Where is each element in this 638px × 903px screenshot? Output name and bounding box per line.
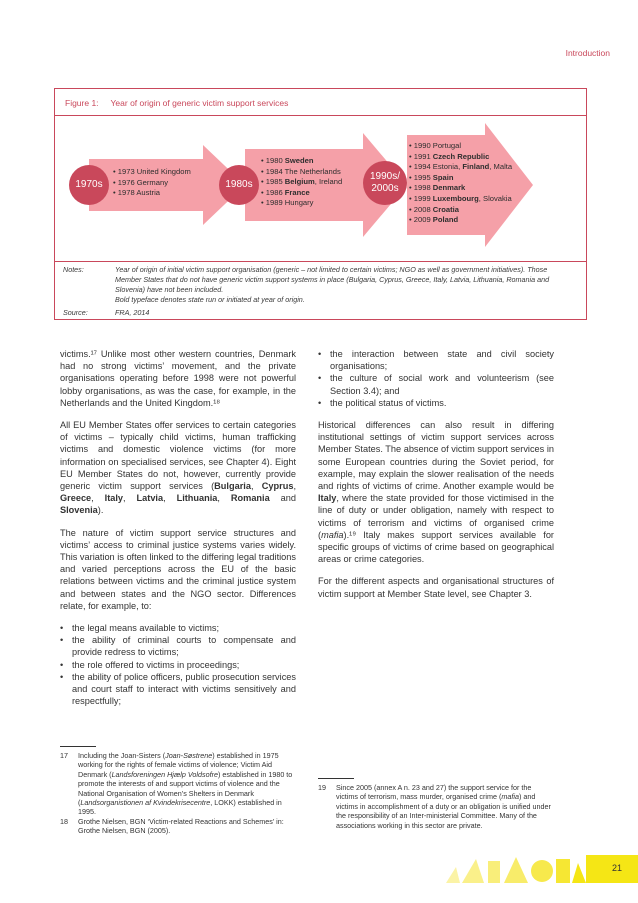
notes-text: Year of origin of initial victim support organisation (generic – not limited to certain victims; NGO as well as government initiatives). Those Member States that do not have generic victim support systems in place (Bulgaria, Cyprus, Greece, Italy, Latvia, Lithuania, Romania and Slovenia) have not been included. [115, 265, 550, 294]
list-item: • 1978 Austria [113, 188, 160, 198]
list-item: • 1976 Germany [113, 177, 168, 187]
paragraph: Historical differences can also result in differing institutional settings of victim support services across Member States. The absence of victim support services in some European countries during the Soviet period, for example, may explain the slower realisation of the needs and rights of victims of crime. Another example would be Italy, where the state provided for those victimised in the line of duty or under obligation, namely with respect to victims of terrorism and victims of organised crime (mafia).¹⁹ Italy makes support services available for specific groups of victims of crime based on geographical areas or crime categories. [318, 420, 554, 565]
footnote-19 [318, 783, 554, 830]
running-header: Introduction [565, 48, 610, 58]
footnotes-left [60, 751, 296, 836]
list-item: • 1994 Estonia, Finland, Malta [409, 162, 513, 172]
footnote-text: Since 2005 (annex A n. 23 and 27) the support service for the victims of terrorism, mass murder, organised crime (mafia) and victims in accomplishment of a duty or an obligation is unified under the responsibility of an Inter-ministerial Committee. Many of the associations working in this sector are private. [336, 783, 551, 830]
right-column [318, 348, 554, 610]
notes-label: Notes: [63, 265, 84, 274]
paragraph: All EU Member States offer services to certain categories of victims – typically child victims, human trafficking victims and domestic violence victims (for more information on specialised services, see Chapter 4). Eight EU Member States do not, however, currently provide generic victim support services (Bulgaria, Cyprus, Greece, Italy, Latvia, Lithuania, Romania and Slovenia). [60, 420, 296, 516]
footnote-17 [60, 751, 296, 817]
list-item: • the ability of criminal courts to compensate and provide redress to victims; [60, 634, 296, 658]
footnote-text: Grothe Nielsen, BGN ‘Victim-related Reactions and Schemes’ in: Grothe Nielsen, BGN (2005). [78, 816, 284, 836]
list-item: • the political status of victims. [318, 397, 554, 409]
figure-number: Figure 1: [65, 98, 99, 108]
list-item: • 2009 Poland [409, 215, 459, 225]
footnote-number: 19 [318, 783, 326, 792]
page-number: 21 [611, 863, 622, 873]
differences-list [60, 622, 296, 707]
list-item: • the culture of social work and volunteerism (see Section 3.4); and [318, 372, 554, 396]
footnote-number: 17 [60, 751, 68, 760]
paragraph: The nature of victim support service structures and victims’ access to criminal justice systems varies widely. This variation is often linked to the differing legal traditions and varied perceptions across the EU of the basic relations between victims and the criminal justice system and between states and the NGO sector. Differences relate, for example, to: [60, 527, 296, 611]
footnote-rule-right [318, 778, 354, 779]
figure-caption: Year of origin of generic victim support services [110, 98, 289, 108]
differences-list-continued [318, 348, 554, 409]
footnote-number: 18 [60, 816, 68, 826]
list-item: • 1985 Belgium, Ireland [261, 177, 343, 187]
list-item: • 1991 Czech Republic [409, 151, 490, 161]
list-item: • 1995 Spain [409, 172, 454, 182]
list-item: • 2008 Croatia [409, 204, 459, 214]
decade-1990s-circle [363, 161, 407, 205]
paragraph: For the different aspects and organisational structures of victim support at Member State level, see Chapter 3. [318, 576, 554, 599]
decade-1980s-label: 1980s [225, 179, 253, 190]
list-item: • the ability of police officers, public prosecution services and court staff to interact with victims sensitively and respectfully; [60, 671, 296, 708]
list-item: • 1984 The Netherlands [261, 166, 341, 176]
list-item: • 1986 France [261, 187, 310, 197]
footnotes-right [318, 783, 554, 830]
source-text: FRA, 2014 [115, 308, 150, 317]
decade-1970s-circle [69, 165, 109, 205]
list-item: • 1973 United Kingdom [113, 167, 191, 176]
footnote-text: Including the Joan-Sisters (Joan-Søstrene) established in 1975 working for the rights of female victims of violence; Victim Aid Denmark (Landsforeningen Hjælp Voldsofre) established in 1980 to promote the interests of and support victims of violence and the National Organisation of Women’s Shelters in Denmark (Landsorganistionen af Kvindekrisecentre, LOKK) established in 1995. [78, 751, 293, 817]
group-1980s-list [261, 156, 342, 209]
decorative-shapes [446, 855, 586, 883]
list-item: • the interaction between state and civil society organisations; [318, 348, 554, 372]
decade-1970s-label: 1970s [75, 179, 103, 190]
source-label: Source: [63, 308, 88, 317]
notes-separator [55, 261, 586, 262]
list-item: • the role offered to victims in proceedings; [60, 659, 296, 671]
list-item: • 1998 Denmark [409, 183, 466, 193]
footnote-rule-left [60, 746, 96, 747]
decade-1990s-label: 1990s/ 2000s [369, 171, 401, 194]
list-item: • 1989 Hungary [261, 198, 314, 208]
list-item: • 1999 Luxembourg, Slovakia [409, 193, 512, 203]
notes-bold-note: Bold typeface denotes state run or initiated at year of origin. [115, 295, 305, 304]
list-item: • the legal means available to victims; [60, 622, 296, 634]
left-column [60, 348, 296, 707]
list-item: • 1990 Portugal [409, 141, 462, 150]
list-item: • 1980 Sweden [261, 156, 314, 165]
footnote-18 [60, 817, 296, 836]
figure-1 [54, 88, 587, 320]
page-number-box [586, 855, 638, 883]
paragraph: victims.¹⁷ Unlike most other western countries, Denmark had no strong victims’ movement, and the private organisations operating before 1998 were not powerful lobby organisations, as was the case, for example, in the Netherlands and the United Kingdom.¹⁸ [60, 349, 296, 408]
group-1990s-list [409, 141, 512, 226]
group-1970s-list [113, 167, 191, 199]
decade-1980s-circle [219, 165, 259, 205]
